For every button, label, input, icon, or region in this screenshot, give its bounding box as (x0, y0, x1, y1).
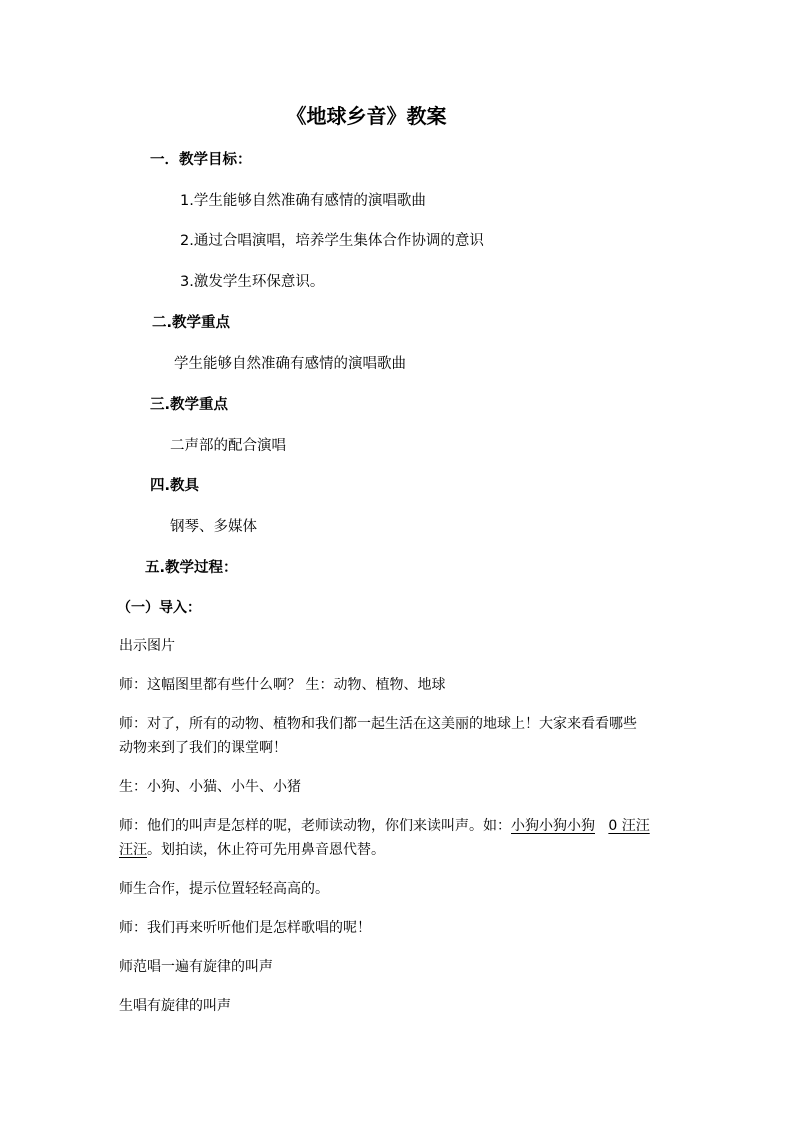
document-title: 《地球乡音》教案 (286, 104, 447, 128)
section-1-heading: 一．教学目标： (150, 152, 252, 168)
paragraph-8: 师范唱一遍有旋律的叫声 (119, 959, 273, 975)
paragraph-1: 出示图片 (119, 638, 175, 654)
paragraph-3-line-2: 动物来到了我们的课堂啊！ (119, 740, 287, 756)
paragraph-5-line-1 (119, 816, 650, 836)
section-4-heading: 四.教具 (150, 478, 200, 494)
objective-item-3: 3.激发学生环保意识。 (180, 274, 325, 290)
paragraph-3-line-1: 师：对了，所有的动物、植物和我们都一起生活在这美丽的地球上！大家来看看哪些 (119, 716, 637, 732)
section-2-text: 学生能够自然准确有感情的演唱歌曲 (174, 356, 406, 372)
section-5-heading: 五.教学过程： (145, 560, 238, 576)
paragraph-9: 生唱有旋律的叫声 (119, 998, 231, 1014)
subsection-1-heading: （一）导入： (117, 600, 201, 616)
objective-item-2: 2.通过合唱演唱，培养学生集体合作协调的意识 (180, 233, 484, 249)
underlined-example-2: 0 汪汪 (608, 818, 650, 834)
paragraph-5-tail: 。划拍读，休止符可先用鼻音恩代替。 (147, 842, 385, 858)
paragraph-7: 师：我们再来听听他们是怎样歌唱的呢！ (119, 920, 371, 936)
section-4-text: 钢琴、多媒体 (170, 519, 257, 535)
section-3-heading: 三.教学重点 (150, 397, 229, 413)
paragraph-6: 师生合作，提示位置轻轻高高的。 (119, 881, 329, 897)
paragraph-5-line-2 (119, 840, 385, 860)
paragraph-4: 生：小狗、小猫、小牛、小猪 (119, 779, 301, 795)
objective-item-1: 1.学生能够自然准确有感情的演唱歌曲 (180, 193, 426, 209)
paragraph-2: 师：这幅图里都有些什么啊？ 生：动物、植物、地球 (119, 677, 446, 693)
section-3-text: 二声部的配合演唱 (170, 438, 286, 454)
underlined-example-1: 小狗小狗小狗 (511, 818, 595, 834)
underlined-example-3: 汪汪 (119, 842, 147, 858)
section-2-heading: 二.教学重点 (152, 315, 231, 331)
paragraph-5-text: 师：他们的叫声是怎样的呢，老师读动物，你们来读叫声。如： (119, 818, 511, 834)
